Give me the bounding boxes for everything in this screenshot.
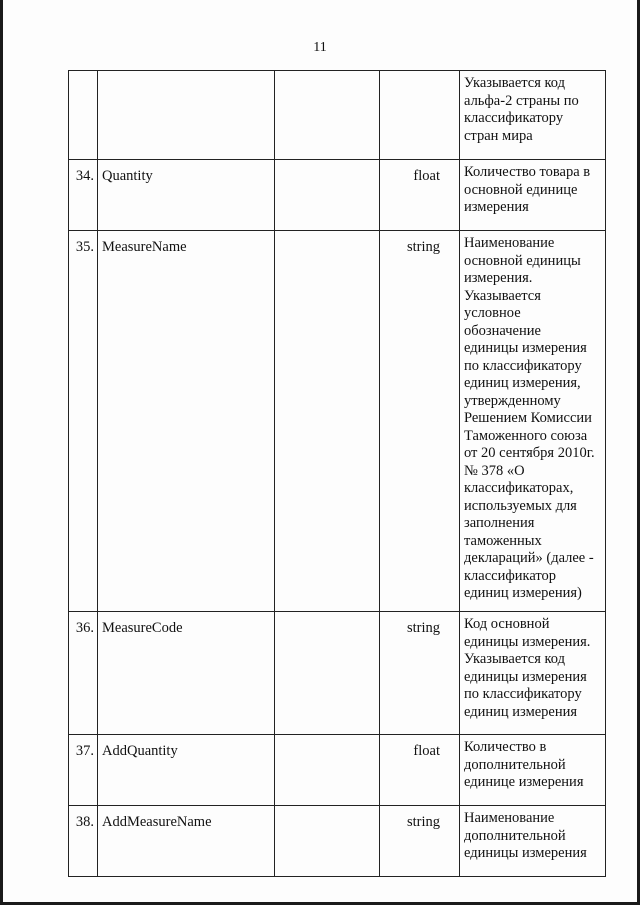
field-description: Наименование основной единицы измерения. Указывается условное обозначение единицы измерения по классификатору единиц измерения, утвержденному Решением Комиссии Таможенного союза от 20 сентября 2010г. № 378 «О классификаторах, используемых для заполнения таможенных деклараций» (далее - классификатор единиц измерения) bbox=[460, 231, 606, 612]
field-type: string bbox=[380, 231, 460, 612]
field-name: AddMeasureName bbox=[98, 806, 275, 877]
row-number: 37. bbox=[69, 735, 98, 806]
field-description: Наименование дополнительной единицы измерения bbox=[460, 806, 606, 877]
empty-cell bbox=[275, 612, 380, 735]
page-number: 11 bbox=[313, 40, 327, 55]
field-type: string bbox=[380, 806, 460, 877]
row-number: 34. bbox=[69, 160, 98, 231]
row-number: 36. bbox=[69, 612, 98, 735]
empty-cell bbox=[275, 71, 380, 160]
row-number bbox=[69, 71, 98, 160]
field-name: MeasureName bbox=[98, 231, 275, 612]
specification-table bbox=[68, 70, 606, 877]
empty-cell bbox=[275, 806, 380, 877]
field-type: float bbox=[380, 160, 460, 231]
table-row bbox=[69, 71, 606, 160]
scan-edge-left bbox=[0, 0, 3, 905]
field-type: float bbox=[380, 735, 460, 806]
field-type bbox=[380, 71, 460, 160]
table-row bbox=[69, 735, 606, 806]
table-row bbox=[69, 612, 606, 735]
field-description: Указывается код альфа-2 страны по классификатору стран мира bbox=[460, 71, 606, 160]
field-type: string bbox=[380, 612, 460, 735]
field-description: Количество в дополнительной единице измерения bbox=[460, 735, 606, 806]
field-name: Quantity bbox=[98, 160, 275, 231]
empty-cell bbox=[275, 160, 380, 231]
field-description: Код основной единицы измерения. Указывается код единицы измерения по классификатору единиц измерения bbox=[460, 612, 606, 735]
field-description: Количество товара в основной единице измерения bbox=[460, 160, 606, 231]
table-row bbox=[69, 160, 606, 231]
table-row bbox=[69, 231, 606, 612]
field-name: AddQuantity bbox=[98, 735, 275, 806]
empty-cell bbox=[275, 735, 380, 806]
table-row bbox=[69, 806, 606, 877]
row-number: 38. bbox=[69, 806, 98, 877]
row-number: 35. bbox=[69, 231, 98, 612]
field-name: MeasureCode bbox=[98, 612, 275, 735]
field-name bbox=[98, 71, 275, 160]
empty-cell bbox=[275, 231, 380, 612]
